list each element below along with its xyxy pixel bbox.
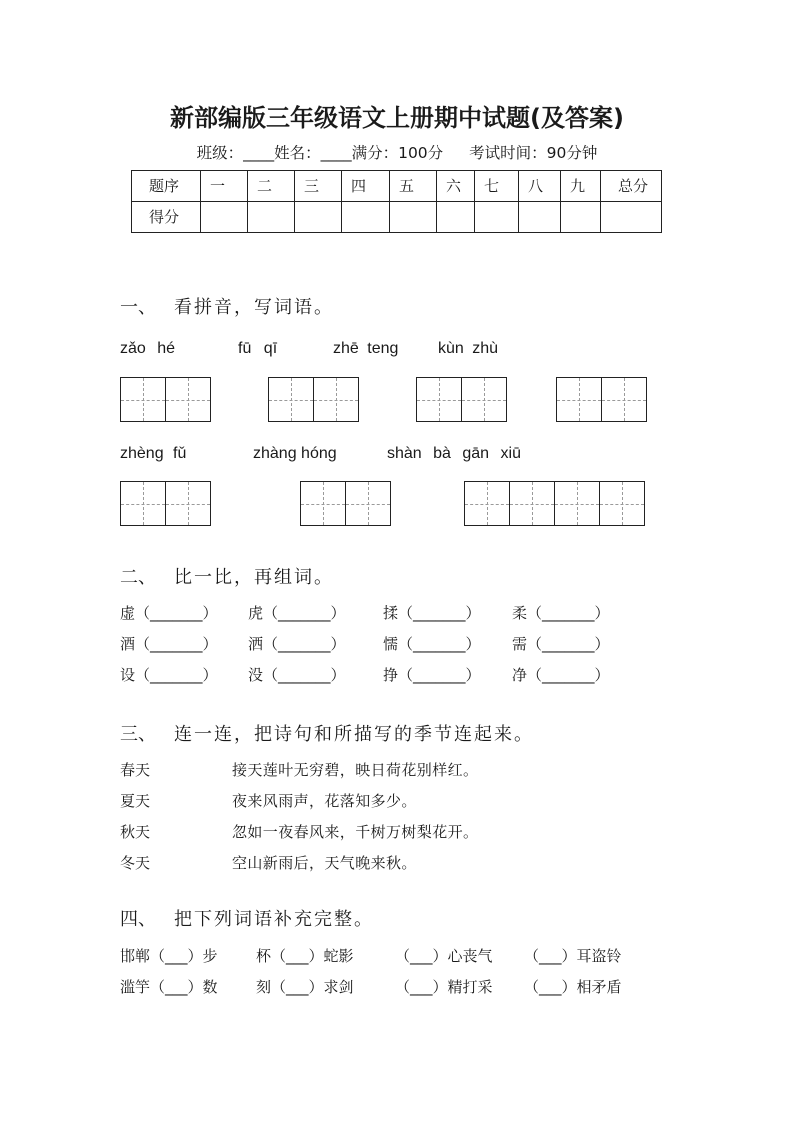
writing-grid — [120, 377, 211, 422]
season-label: 秋天 — [120, 823, 151, 841]
compare-word-item: 洒（_______） — [248, 635, 346, 653]
writing-cell — [417, 378, 462, 421]
writing-grid — [416, 377, 507, 422]
score-cell — [201, 202, 248, 233]
idiom-blank-item: （___）心丧气 — [395, 947, 493, 965]
compare-word-item: 设（_______） — [120, 666, 218, 684]
compare-word-item: 揉（_______） — [383, 604, 481, 622]
compare-word-item: 需（_______） — [512, 635, 610, 653]
score-cell — [601, 202, 662, 233]
score-header-cell: 九 — [561, 171, 601, 202]
poem-line: 接天莲叶无穷碧，映日荷花别样红。 — [232, 761, 479, 779]
writing-cell — [602, 378, 646, 421]
score-table-score-row — [132, 202, 662, 233]
pinyin-prompt: fū qī — [238, 340, 278, 357]
poem-line: 忽如一夜春风来，千树万树梨花开。 — [232, 823, 479, 841]
idiom-blank-item: （___）相矛盾 — [524, 978, 622, 996]
poem-line: 夜来风雨声，花落知多少。 — [232, 792, 417, 810]
compare-word-item: 虚（_______） — [120, 604, 218, 622]
writing-grid — [268, 377, 359, 422]
score-cell — [342, 202, 390, 233]
section-title: 把下列词语补充完整。 — [174, 909, 374, 930]
writing-cell — [600, 482, 644, 525]
section-4-heading — [120, 908, 374, 932]
idiom-blank-item: 刻（___）求剑 — [256, 978, 354, 996]
compare-word-item: 挣（_______） — [383, 666, 481, 684]
writing-cell — [555, 482, 600, 525]
score-header-cell: 一 — [201, 171, 248, 202]
idiom-blank-item: （___）精打采 — [395, 978, 493, 996]
writing-cell — [465, 482, 510, 525]
score-header-cell: 八 — [519, 171, 561, 202]
writing-cell — [269, 378, 314, 421]
pinyin-prompt: zǎo hé — [120, 340, 176, 357]
score-cell — [390, 202, 437, 233]
compare-word-item: 懦（_______） — [383, 635, 481, 653]
writing-cell — [314, 378, 358, 421]
compare-word-item: 柔（_______） — [512, 604, 610, 622]
writing-cell — [462, 378, 506, 421]
writing-cell — [121, 378, 166, 421]
writing-cell — [301, 482, 346, 525]
season-label: 冬天 — [120, 854, 151, 872]
season-label: 春天 — [120, 761, 151, 779]
score-row-label: 得分 — [132, 202, 201, 233]
writing-cell — [166, 378, 210, 421]
compare-word-item: 没（_______） — [248, 666, 346, 684]
score-cell — [475, 202, 519, 233]
writing-grid — [300, 481, 391, 526]
score-cell — [248, 202, 295, 233]
writing-cell — [121, 482, 166, 525]
pinyin-prompt: zhèng fǔ — [120, 445, 187, 462]
idiom-blank-item: （___）耳盗铃 — [524, 947, 622, 965]
score-cell — [295, 202, 342, 233]
score-header-cell: 题序 — [132, 171, 201, 202]
exam-title: 新部编版三年级语文上册期中试题(及答案) — [170, 104, 624, 132]
score-header-cell: 六 — [437, 171, 475, 202]
score-table — [131, 170, 662, 233]
compare-word-item: 虎（_______） — [248, 604, 346, 622]
class-name-score-info: 班级：____姓名：____满分：100分 — [196, 144, 444, 162]
score-cell — [561, 202, 601, 233]
writing-cell — [166, 482, 210, 525]
section-1-heading — [120, 296, 334, 320]
writing-cell — [510, 482, 555, 525]
section-title: 看拼音，写词语。 — [174, 297, 334, 318]
pinyin-prompt: shàn bà gān xiū — [387, 445, 521, 462]
compare-word-item: 净（_______） — [512, 666, 610, 684]
score-table-header-row — [132, 171, 662, 202]
exam-time-info: 考试时间：90分钟 — [469, 144, 598, 162]
score-cell — [437, 202, 475, 233]
score-header-cell: 七 — [475, 171, 519, 202]
writing-grid — [556, 377, 647, 422]
pinyin-prompt: kùn zhù — [438, 340, 499, 357]
writing-cell — [346, 482, 390, 525]
score-header-cell: 四 — [342, 171, 390, 202]
score-cell — [519, 202, 561, 233]
pinyin-prompt: zhē teng — [333, 340, 399, 357]
student-info-line — [0, 143, 794, 163]
score-header-cell: 二 — [248, 171, 295, 202]
idiom-blank-item: 杯（___）蛇影 — [256, 947, 354, 965]
section-number: 二、 — [120, 567, 156, 588]
section-3-heading — [120, 723, 534, 747]
section-title: 比一比，再组词。 — [174, 567, 334, 588]
compare-word-item: 酒（_______） — [120, 635, 218, 653]
idiom-blank-item: 滥竽（___）数 — [120, 978, 218, 996]
score-header-cell: 五 — [390, 171, 437, 202]
section-number: 三、 — [120, 724, 156, 745]
section-number: 四、 — [120, 909, 156, 930]
section-2-heading — [120, 566, 334, 590]
writing-grid — [120, 481, 211, 526]
idiom-blank-item: 邯郸（___）步 — [120, 947, 218, 965]
poem-line: 空山新雨后，天气晚来秋。 — [232, 854, 417, 872]
score-header-cell: 总分 — [601, 171, 662, 202]
writing-grid — [464, 481, 645, 526]
season-label: 夏天 — [120, 792, 151, 810]
score-header-cell: 三 — [295, 171, 342, 202]
writing-cell — [557, 378, 602, 421]
section-title: 连一连，把诗句和所描写的季节连起来。 — [174, 724, 534, 745]
section-number: 一、 — [120, 297, 156, 318]
pinyin-prompt: zhàng hóng — [253, 445, 337, 462]
